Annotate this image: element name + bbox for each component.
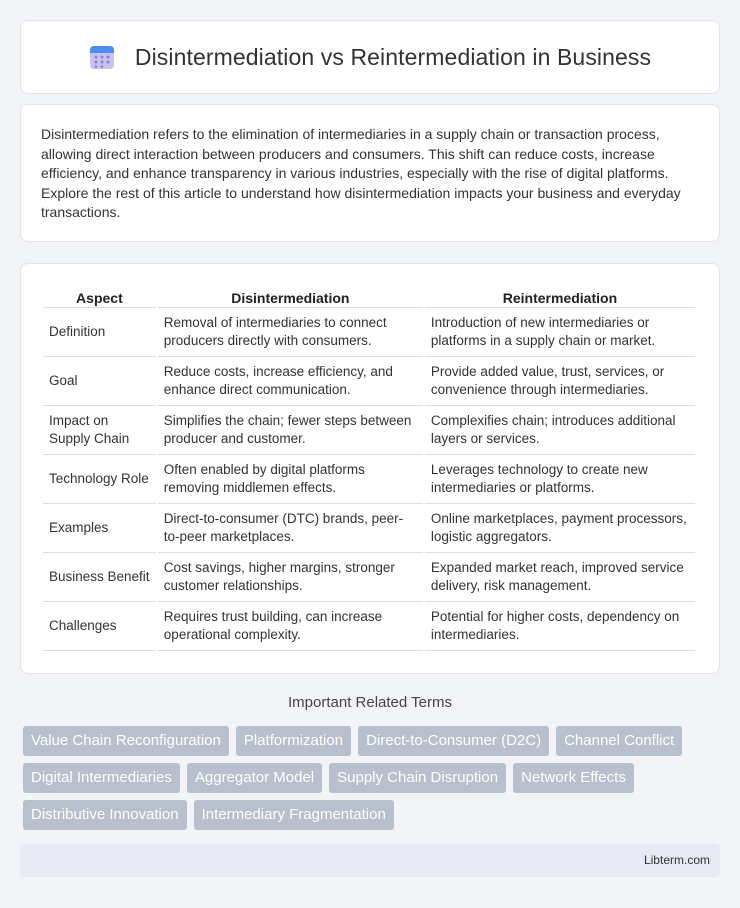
comparison-table: [41, 282, 697, 651]
cell-reintermediation: Potential for higher costs, dependency on intermediaries.: [425, 602, 695, 651]
footer: [20, 844, 720, 877]
tag-row: [23, 800, 723, 830]
cell-reintermediation: Leverages technology to create new intermediaries or platforms.: [425, 455, 695, 504]
cell-aspect: Challenges: [43, 602, 156, 651]
related-term-tag[interactable]: Aggregator Model: [187, 763, 322, 793]
calendar-icon: [89, 44, 115, 70]
footer-brand-link[interactable]: Libterm.com: [643, 853, 710, 867]
intro-card: [20, 104, 720, 242]
related-term-tag[interactable]: Direct-to-Consumer (D2C): [358, 726, 549, 756]
related-term-tag[interactable]: Supply Chain Disruption: [329, 763, 506, 793]
header-aspect: Aspect: [43, 282, 156, 308]
related-term-tag[interactable]: Digital Intermediaries: [23, 763, 180, 793]
table-row: [43, 308, 695, 357]
cell-disintermediation: Reduce costs, increase efficiency, and enhance direct communication.: [158, 357, 423, 406]
cell-disintermediation: Removal of intermediaries to connect producers directly with consumers.: [158, 308, 423, 357]
cell-aspect: Business Benefit: [43, 553, 156, 602]
cell-disintermediation: Requires trust building, can increase operational complexity.: [158, 602, 423, 651]
cell-aspect: Technology Role: [43, 455, 156, 504]
related-terms: [23, 726, 723, 837]
cell-reintermediation: Online marketplaces, payment processors, logistic aggregators.: [425, 504, 695, 553]
tag-row: [23, 726, 723, 756]
cell-disintermediation: Often enabled by digital platforms removing middlemen effects.: [158, 455, 423, 504]
cell-aspect: Definition: [43, 308, 156, 357]
cell-aspect: Goal: [43, 357, 156, 406]
page-title: Disintermediation vs Reintermediation in Business: [134, 43, 652, 70]
table-row: [43, 553, 695, 602]
cell-disintermediation: Simplifies the chain; fewer steps between producer and customer.: [158, 406, 423, 455]
cell-disintermediation: Cost savings, higher margins, stronger customer relationships.: [158, 553, 423, 602]
related-term-tag[interactable]: Network Effects: [513, 763, 634, 793]
related-term-tag[interactable]: Distributive Innovation: [23, 800, 187, 830]
related-term-tag[interactable]: Value Chain Reconfiguration: [23, 726, 229, 756]
header-disintermediation: Disintermediation: [158, 282, 423, 308]
table-row: [43, 357, 695, 406]
header-reintermediation: Reintermediation: [425, 282, 695, 308]
tag-row: [23, 763, 723, 793]
table-row: [43, 602, 695, 651]
intro-text: Disintermediation refers to the elimination of intermediaries in a supply chain or transaction process, allowing direct interaction between producers and consumers. This shift can reduce costs, increase efficiency, and enhance transparency in various industries, especially with the rise of digital platforms. Explore the rest of this article to understand how disintermediation impacts your business and everyday transactions.: [41, 126, 681, 221]
cell-reintermediation: Expanded market reach, improved service delivery, risk management.: [425, 553, 695, 602]
related-term-tag[interactable]: Channel Conflict: [556, 726, 682, 756]
cell-reintermediation: Complexifies chain; introduces additional layers or services.: [425, 406, 695, 455]
cell-aspect: Impact on Supply Chain: [43, 406, 156, 455]
table-row: [43, 504, 695, 553]
related-terms-heading: Important Related Terms: [288, 694, 452, 711]
comparison-card: [20, 263, 720, 674]
table-row: [43, 406, 695, 455]
cell-reintermediation: Provide added value, trust, services, or convenience through intermediaries.: [425, 357, 695, 406]
related-term-tag[interactable]: Intermediary Fragmentation: [194, 800, 394, 830]
cell-disintermediation: Direct-to-consumer (DTC) brands, peer-to-peer marketplaces.: [158, 504, 423, 553]
title-card: [20, 20, 720, 94]
table-row: [43, 455, 695, 504]
cell-reintermediation: Introduction of new intermediaries or platforms in a supply chain or market.: [425, 308, 695, 357]
related-term-tag[interactable]: Platformization: [236, 726, 351, 756]
table-header-row: [43, 282, 695, 308]
cell-aspect: Examples: [43, 504, 156, 553]
